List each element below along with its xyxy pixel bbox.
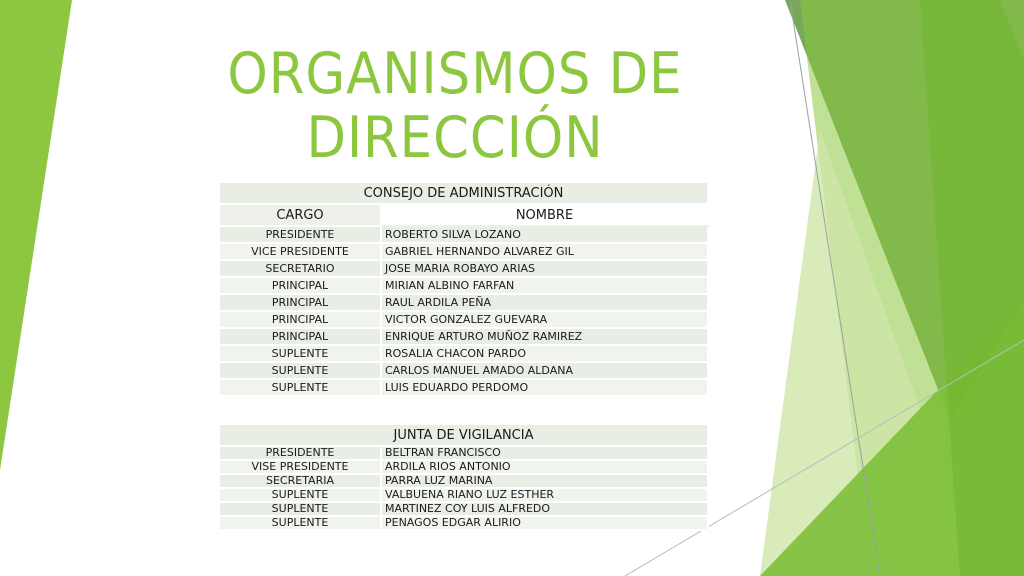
cargo-cell: SUPLENTE: [219, 516, 381, 530]
nombre-cell: LUIS EDUARDO PERDOMO: [381, 379, 708, 396]
cargo-cell: SUPLENTE: [219, 488, 381, 502]
table-row: [219, 260, 708, 277]
cargo-cell: PRINCIPAL: [219, 311, 381, 328]
cargo-cell: SECRETARIO: [219, 260, 381, 277]
cargo-cell: VISE PRESIDENTE: [219, 460, 381, 474]
cargo-cell: SUPLENTE: [219, 502, 381, 516]
nombre-cell: ENRIQUE ARTURO MUÑOZ RAMIREZ: [381, 328, 708, 345]
title-line-1: ORGANISMOS DE: [227, 41, 683, 107]
table-row: [219, 516, 708, 530]
consejo-caption: CONSEJO DE ADMINISTRACIÓN: [219, 182, 708, 204]
column-header-cargo: CARGO: [219, 204, 381, 226]
nombre-cell: MARTINEZ COY LUIS ALFREDO: [381, 502, 708, 516]
junta-rows: [219, 446, 708, 530]
nombre-cell: ROBERTO SILVA LOZANO: [381, 226, 708, 243]
nombre-cell: CARLOS MANUEL AMADO ALDANA: [381, 362, 708, 379]
nombre-cell: MIRIAN ALBINO FARFAN: [381, 277, 708, 294]
nombre-cell: PARRA LUZ MARINA: [381, 474, 708, 488]
cargo-cell: PRESIDENTE: [219, 446, 381, 460]
table-row: [219, 294, 708, 311]
table-row: [219, 226, 708, 243]
cargo-cell: SECRETARIA: [219, 474, 381, 488]
table-row: [219, 379, 708, 396]
table-row: [219, 460, 708, 474]
cargo-cell: SUPLENTE: [219, 345, 381, 362]
cargo-cell: VICE PRESIDENTE: [219, 243, 381, 260]
junta-table: [218, 423, 709, 531]
cargo-cell: SUPLENTE: [219, 362, 381, 379]
nombre-cell: GABRIEL HERNANDO ALVAREZ GIL: [381, 243, 708, 260]
table-row: [219, 502, 708, 516]
table-row: [219, 474, 708, 488]
cargo-cell: PRINCIPAL: [219, 294, 381, 311]
table-row: [219, 277, 708, 294]
table-row: [219, 243, 708, 260]
table-row: [219, 488, 708, 502]
nombre-cell: VALBUENA RIANO LUZ ESTHER: [381, 488, 708, 502]
cargo-cell: PRINCIPAL: [219, 277, 381, 294]
nombre-cell: BELTRAN FRANCISCO: [381, 446, 708, 460]
consejo-rows: [219, 226, 708, 396]
table-row: [219, 328, 708, 345]
nombre-cell: VICTOR GONZALEZ GUEVARA: [381, 311, 708, 328]
junta-caption: JUNTA DE VIGILANCIA: [219, 424, 708, 446]
left-green-stripe: [0, 0, 72, 470]
slide-title: [150, 42, 760, 170]
nombre-cell: ARDILA RIOS ANTONIO: [381, 460, 708, 474]
nombre-cell: RAUL ARDILA PEÑA: [381, 294, 708, 311]
cargo-cell: PRINCIPAL: [219, 328, 381, 345]
table-row: [219, 446, 708, 460]
cargo-cell: PRESIDENTE: [219, 226, 381, 243]
nombre-cell: ROSALIA CHACON PARDO: [381, 345, 708, 362]
nombre-cell: JOSE MARIA ROBAYO ARIAS: [381, 260, 708, 277]
cargo-cell: SUPLENTE: [219, 379, 381, 396]
consejo-table: [218, 181, 709, 397]
table-row: [219, 345, 708, 362]
table-row: [219, 362, 708, 379]
nombre-cell: PENAGOS EDGAR ALIRIO: [381, 516, 708, 530]
title-line-2: DIRECCIÓN: [306, 105, 604, 171]
table-row: [219, 311, 708, 328]
column-header-nombre: NOMBRE: [381, 204, 708, 226]
